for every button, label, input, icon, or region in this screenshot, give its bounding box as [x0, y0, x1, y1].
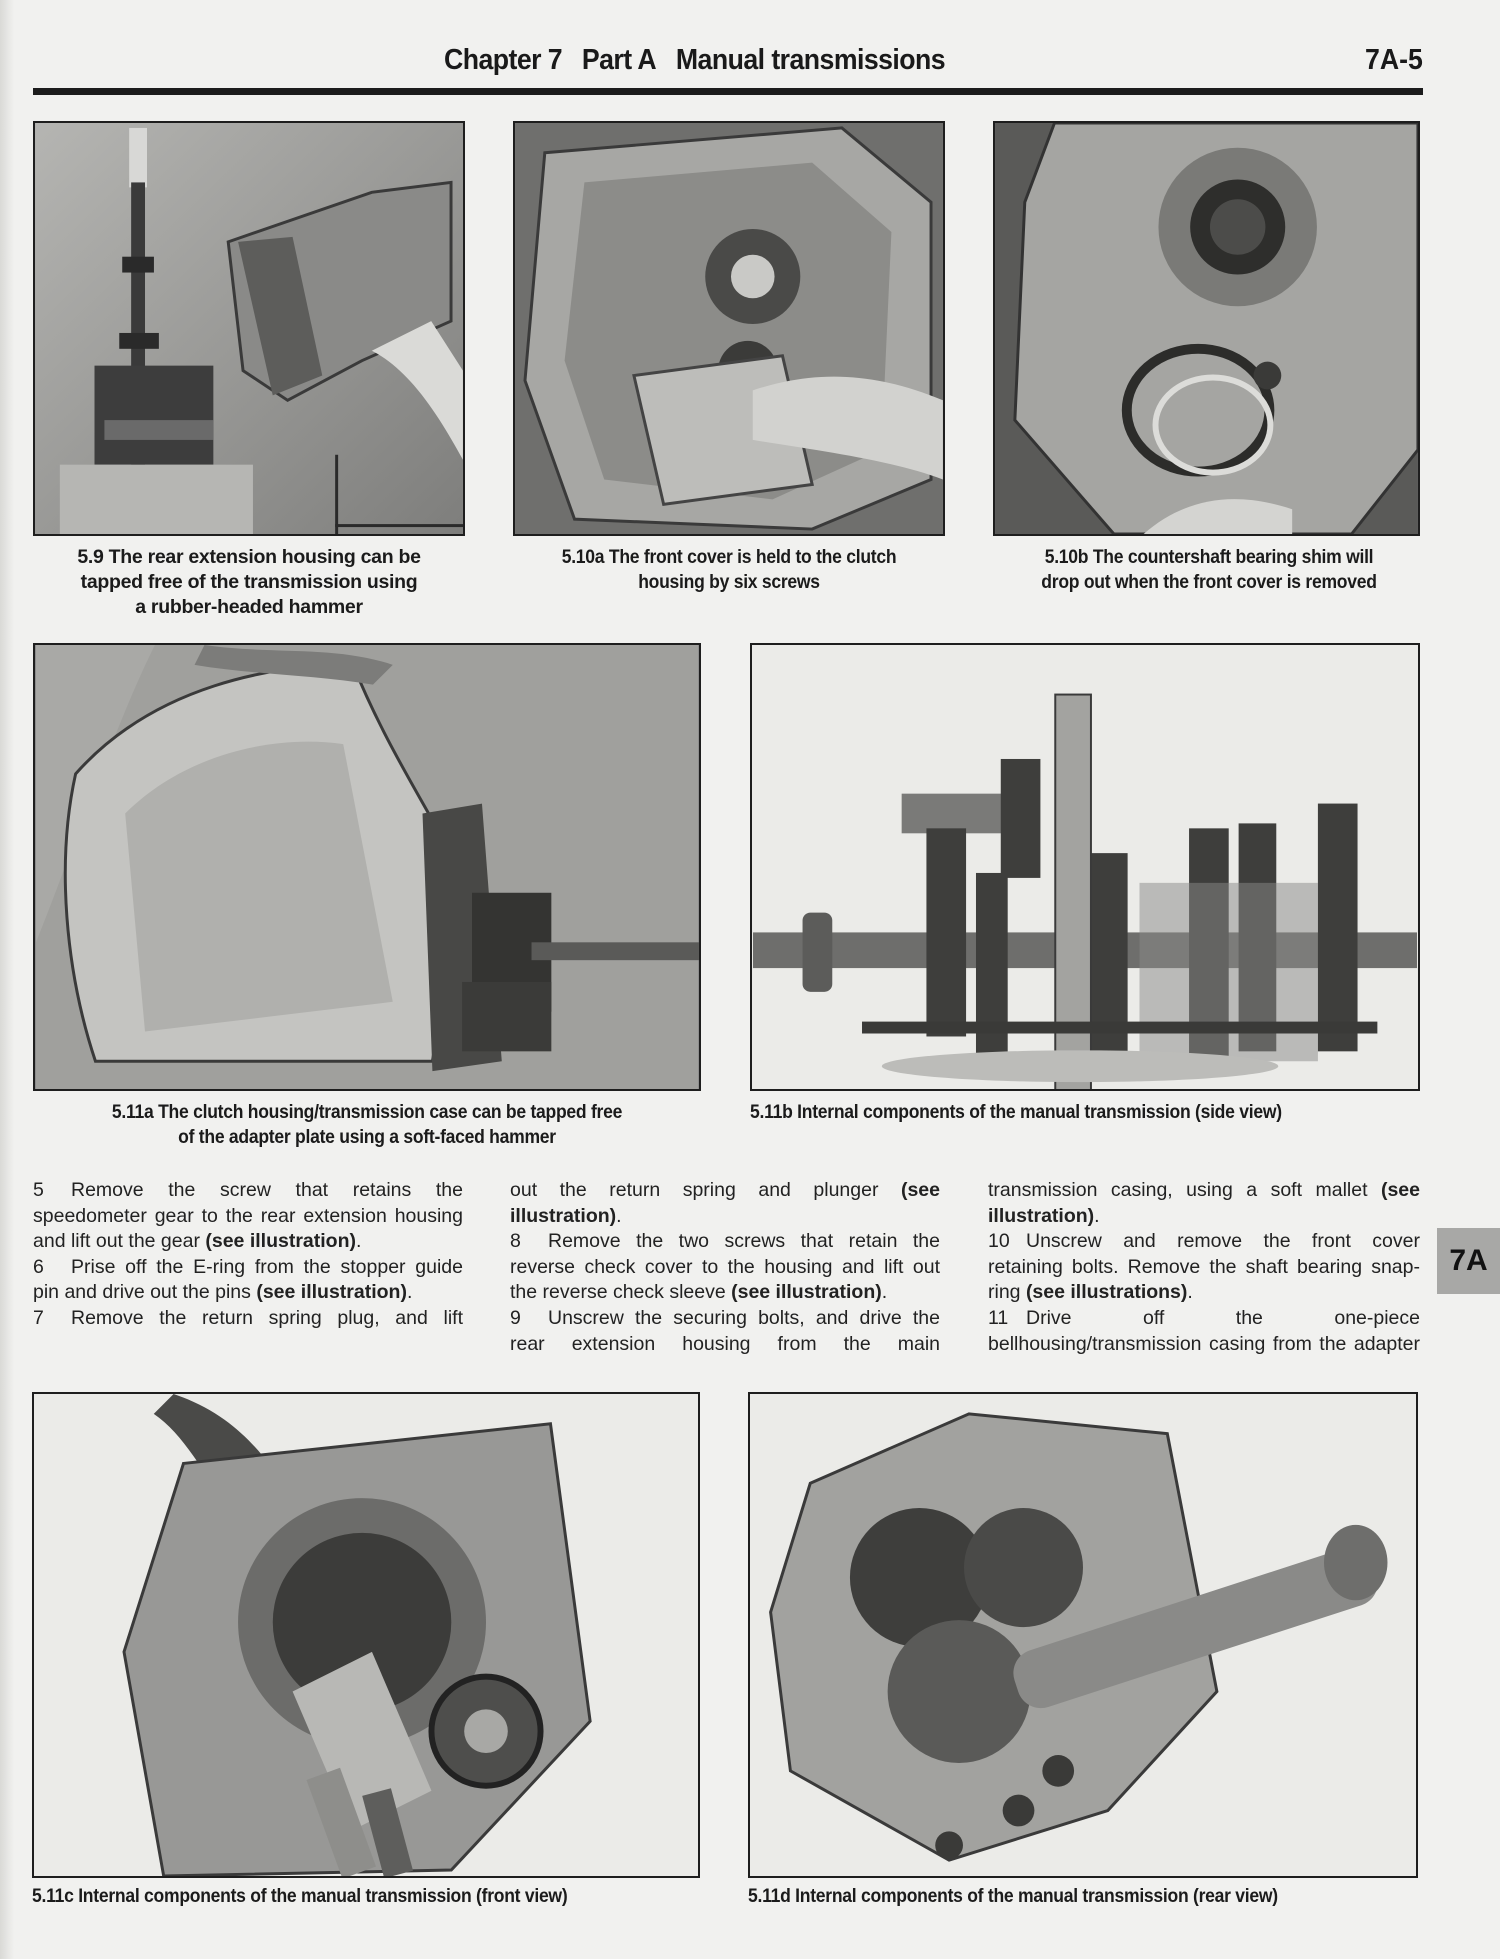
chapter-label: Chapter 7	[444, 44, 563, 76]
figure-5-11a-photo	[33, 643, 701, 1091]
gear-train-rear-view-illustration	[750, 1394, 1416, 1876]
step-11: 11 Drive off the one-piece bellhousing/transmission casing from the adapter	[988, 1306, 1420, 1355]
see-illustrations-ref: (see illustrations)	[1025, 1281, 1188, 1304]
running-header	[444, 44, 958, 77]
countershaft-bearing-shim-illustration	[995, 123, 1418, 534]
figure-5-11d-caption: 5.11d Internal components of the manual transmission (rear view)	[748, 1885, 1278, 1907]
body-column-2	[510, 1178, 940, 1357]
chapter-title: Manual transmissions	[675, 44, 946, 76]
figure-5-11c-photo	[32, 1392, 700, 1878]
see-illustration-ref: (see illustration)	[988, 1179, 1420, 1227]
figure-5-10a-photo	[513, 121, 945, 536]
see-illustration-ref: (see illustration)	[256, 1281, 407, 1304]
step-6: 6 Prise off the E-ring from the stopper guide pin and drive out the pins (see illustration).	[33, 1255, 463, 1304]
page-number: 7A-5	[1365, 44, 1423, 76]
step-8: 8 Remove the two screws that retain the reverse check cover to the housing and lift out the reverse check sleeve (see illustration).	[510, 1230, 940, 1304]
clutch-housing-adapter-plate-illustration	[35, 645, 699, 1089]
figure-5-10b-photo	[993, 121, 1420, 536]
step-9: 9 Unscrew the securing bolts, and drive the rear extension housing from the main	[510, 1306, 940, 1355]
figure-5-11b-photo	[750, 643, 1420, 1091]
transmission-extension-housing-illustration	[35, 123, 463, 534]
figure-5-11b-caption: 5.11b Internal components of the manual transmission (side view)	[750, 1101, 1282, 1123]
step-7: 7 Remove the return spring plug, and lift	[33, 1306, 463, 1329]
figure-5-11a-caption: 5.11a The clutch housing/transmission case can be tapped free of the adapter plate using a soft-faced hammer	[111, 1101, 623, 1148]
gear-train-front-view-illustration	[34, 1394, 698, 1876]
figure-5-11c-caption: 5.11c Internal components of the manual transmission (front view)	[32, 1885, 568, 1907]
gear-train-side-view-illustration	[752, 645, 1418, 1089]
figure-5-10b-caption: 5.10b The countershaft bearing shim will drop out when the front cover is removed	[1041, 546, 1377, 593]
see-illustration-ref: (see illustration)	[510, 1179, 940, 1227]
see-illustration-ref: (see illustration)	[205, 1230, 356, 1253]
figure-5-9-photo	[33, 121, 465, 536]
step-7-continued: out the return spring and plunger (see illustration).	[510, 1179, 940, 1227]
step-5: 5 Remove the screw that retains the speedometer gear to the rear extension housing and lift out the gear (see illustration).	[33, 1179, 463, 1253]
figure-5-9-caption: 5.9 The rear extension housing can be tapped free of the transmission using a rubber-headed hammer	[77, 546, 421, 618]
page-scan-edge	[0, 0, 14, 1959]
body-column-1	[33, 1178, 463, 1332]
part-label: Part A	[581, 44, 657, 76]
see-illustration-ref: (see illustration)	[731, 1281, 882, 1304]
header-rule	[33, 88, 1423, 95]
chapter-thumb-tab: 7A	[1437, 1228, 1500, 1294]
figure-5-10a-caption: 5.10a The front cover is held to the clutch housing by six screws	[561, 546, 897, 593]
figure-5-11d-photo	[748, 1392, 1418, 1878]
body-column-3	[988, 1178, 1420, 1357]
step-10: 10 Unscrew and remove the front cover retaining bolts. Remove the shaft bearing snap-ring (see illustrations).	[988, 1230, 1420, 1304]
step-9-continued: transmission casing, using a soft mallet (see illustration).	[988, 1179, 1420, 1227]
clutch-housing-front-cover-illustration	[515, 123, 943, 534]
